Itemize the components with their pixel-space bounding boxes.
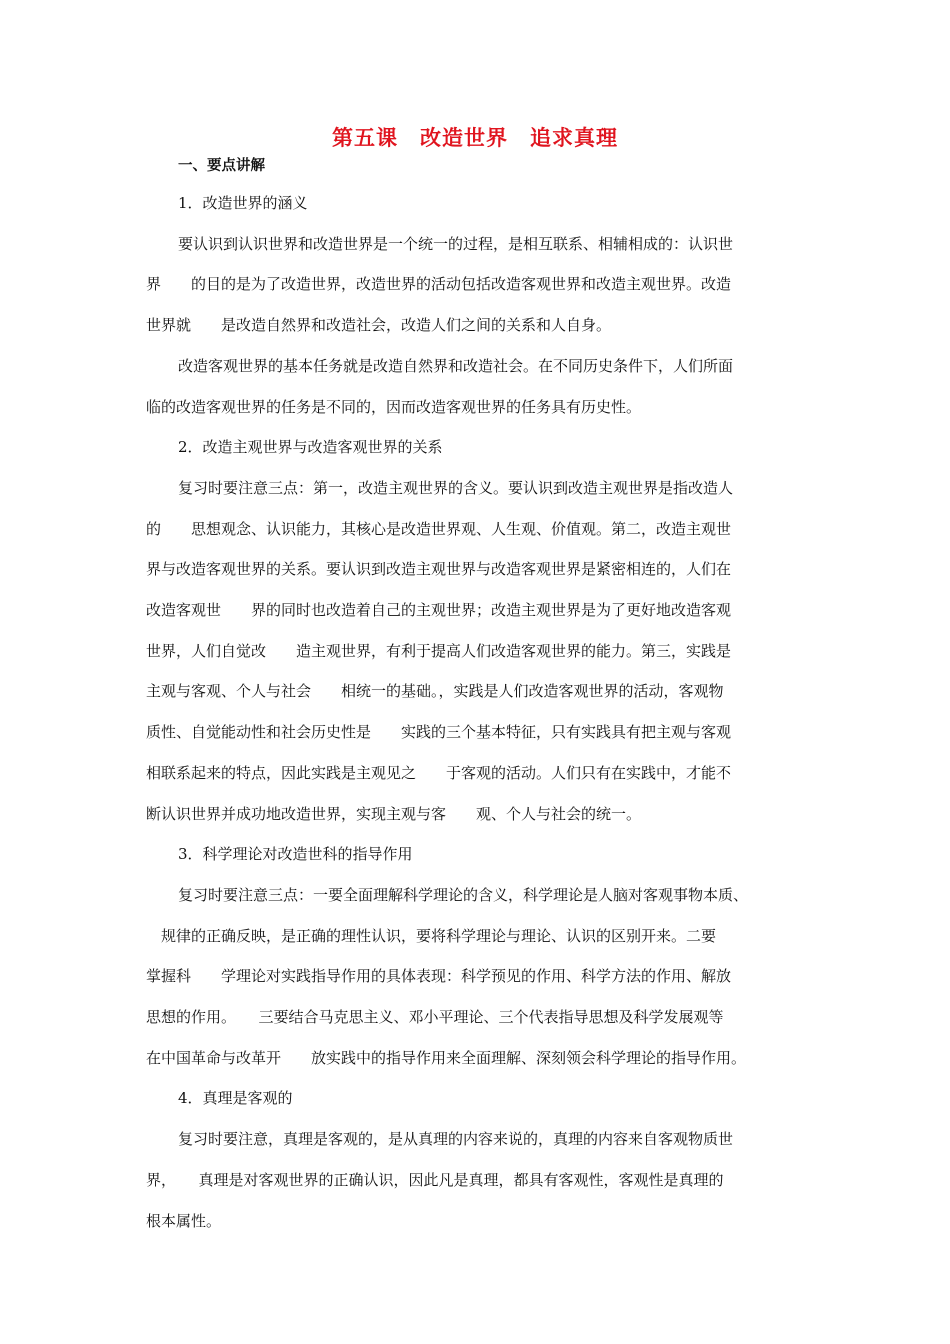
body-line: 界 的目的是为了改造世界，改造世界的活动包括改造客观世界和改造主观世界。改造 bbox=[146, 275, 732, 293]
body-line: 3．科学理论对改造世科的指导作用 bbox=[178, 845, 413, 863]
body-line: 临的改造客观世界的任务是不同的，因而改造客观世界的任务具有历史性。 bbox=[146, 398, 642, 416]
document-title: 第五课 改造世界 追求真理 bbox=[332, 126, 618, 150]
body-line: 复习时要注意三点：第一，改造主观世界的含义。要认识到改造主观世界是指改造人 bbox=[178, 479, 734, 497]
body-line: 2．改造主观世界与改造客观世界的关系 bbox=[178, 438, 443, 456]
body-line: 的 思想观念、认识能力，其核心是改造世界观、人生观、价值观。第二，改造主观世 bbox=[146, 520, 732, 538]
body-line: 主观与客观、个人与社会 相统一的基础。，实践是人们改造客观世界的活动，客观物 bbox=[146, 682, 724, 700]
body-line: 断认识世界并成功地改造世界，实现主观与客 观、个人与社会的统一。 bbox=[146, 805, 642, 823]
body-line: 复习时要注意，真理是客观的，是从真理的内容来说的，真理的内容来自客观物质世 bbox=[178, 1130, 734, 1148]
body-line: 世界，人们自觉改 造主观世界，有利于提高人们改造客观世界的能力。第三，实践是 bbox=[146, 642, 732, 660]
body-line: 4．真理是客观的 bbox=[178, 1089, 293, 1107]
section-heading: 一、要点讲解 bbox=[178, 158, 265, 174]
body-line: 改造客观世 界的同时也改造着自己的主观世界；改造主观世界是为了更好地改造客观 bbox=[146, 601, 732, 619]
body-line: 掌握科 学理论对实践指导作用的具体表现：科学预见的作用、科学方法的作用、解放 bbox=[146, 967, 732, 985]
body-line: 复习时要注意三点：一要全面理解科学理论的含义，科学理论是人脑对客观事物本质、 bbox=[178, 886, 749, 904]
body-line: 1．改造世界的涵义 bbox=[178, 194, 308, 212]
body-line: 界与改造客观世界的关系。要认识到改造主观世界与改造客观世界是紧密相连的，人们在 bbox=[146, 560, 732, 578]
body-line: 界， 真理是对客观世界的正确认识，因此凡是真理，都具有客观性，客观性是真理的 bbox=[146, 1171, 724, 1189]
body-line: 世界就 是改造自然界和改造社会，改造人们之间的关系和人自身。 bbox=[146, 316, 612, 334]
body-line: 要认识到认识世界和改造世界是一个统一的过程，是相互联系、相辅相成的：认识世 bbox=[178, 235, 734, 253]
body-line: 规律的正确反映，是正确的理性认识，要将科学理论与理论、认识的区别开来。二要 bbox=[146, 927, 717, 945]
body-line: 思想的作用。 三要结合马克思主义、邓小平理论、三个代表指导思想及科学发展观等 bbox=[146, 1008, 724, 1026]
body-line: 在中国革命与改革开 放实践中的指导作用来全面理解、深刻领会科学理论的指导作用。 bbox=[146, 1049, 747, 1067]
body-line: 相联系起来的特点，因此实践是主观见之 于客观的活动。人们只有在实践中，才能不 bbox=[146, 764, 732, 782]
body-line: 改造客观世界的基本任务就是改造自然界和改造社会。在不同历史条件下，人们所面 bbox=[178, 357, 734, 375]
body-line: 质性、自觉能动性和社会历史性是 实践的三个基本特征，只有实践具有把主观与客观 bbox=[146, 723, 732, 741]
body-line: 根本属性。 bbox=[146, 1212, 222, 1230]
